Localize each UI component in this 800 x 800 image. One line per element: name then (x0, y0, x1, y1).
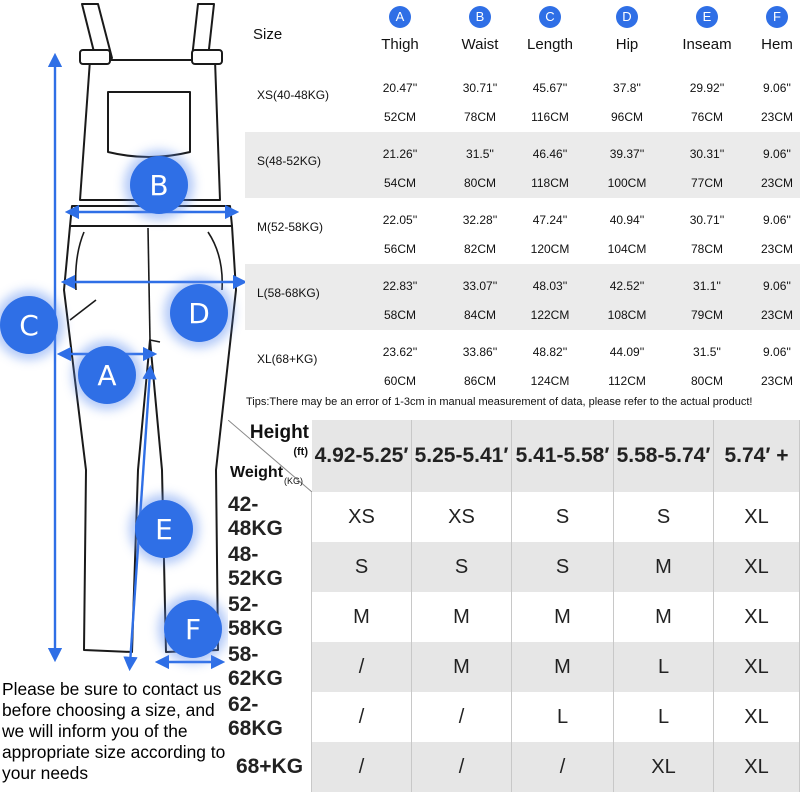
column-header-hip (587, 0, 667, 66)
value-cm: 23CM (760, 242, 793, 256)
size-recommendation-cell: L (614, 642, 714, 692)
size-recommendation-cell: M (512, 592, 614, 642)
column-badge-icon: C (539, 6, 561, 28)
height-range-header: 5.25-5.41′ (412, 420, 512, 492)
value-cm: 54CM (383, 176, 416, 190)
size-recommendation-cell: S (614, 492, 714, 542)
value-inches: 9.06'' (763, 345, 791, 359)
size-recommendation-grid (228, 420, 800, 778)
value-inches: 31.5'' (693, 345, 721, 359)
size-recommendation-cell: / (412, 742, 512, 792)
size-name: XS(40-48KG) (257, 88, 330, 102)
size-recommendation-cell: L (512, 692, 614, 742)
table-row (245, 330, 800, 396)
column-label: Waist (461, 36, 499, 53)
size-table-header (245, 0, 800, 66)
column-badge-icon: E (696, 6, 718, 28)
size-recommendation-cell: M (312, 592, 412, 642)
overalls-illustration (0, 0, 245, 680)
value-inches: 46.46'' (532, 147, 568, 161)
weight-range-header: 68+KG (228, 742, 312, 792)
size-recommendation-cell: S (312, 542, 412, 592)
height-range-header: 4.92-5.25′ (312, 420, 412, 492)
column-badge-icon: B (469, 6, 491, 28)
value-inches: 9.06'' (763, 147, 791, 161)
value-inches: 9.06'' (763, 213, 791, 227)
value-inches: 47.24'' (532, 213, 568, 227)
value-cm: 76CM (690, 110, 723, 124)
column-header-thigh (360, 0, 440, 66)
height-range-header: 5.41-5.58′ (512, 420, 614, 492)
value-cm: 120CM (530, 242, 570, 256)
column-header-hem (737, 0, 800, 66)
corner-weight-unit: (KG) (284, 476, 303, 486)
measurement-tip: Tips:There may be an error of 1-3cm in manual measurement of data, please refer to the actual product! (246, 396, 753, 408)
contact-note: Please be sure to contact us before choosing a size, and we will inform you of the appropriate size according to your needs (2, 679, 226, 783)
size-recommendation-cell: XL (614, 742, 714, 792)
value-cm: 52CM (383, 110, 416, 124)
column-badge-icon: A (389, 6, 411, 28)
measure-f-icon: F (164, 600, 222, 658)
size-recommendation-cell: M (512, 642, 614, 692)
value-cm: 80CM (463, 176, 496, 190)
column-label: Hip (615, 36, 639, 53)
column-label: Thigh (381, 36, 419, 53)
value-inches: 44.09'' (609, 345, 645, 359)
value-inches: 23.62'' (382, 345, 418, 359)
size-name: XL(68+KG) (257, 352, 318, 366)
measure-e-icon: E (135, 500, 193, 558)
value-cm: 23CM (760, 308, 793, 322)
value-inches: 40.94'' (609, 213, 645, 227)
weight-range-header: 58-62KG (228, 642, 312, 692)
size-name: M(52-58KG) (257, 220, 324, 234)
value-cm: 84CM (463, 308, 496, 322)
value-cm: 118CM (531, 176, 569, 190)
value-cm: 82CM (463, 242, 496, 256)
size-recommendation-cell: / (512, 742, 614, 792)
size-recommendation-cell: XL (714, 592, 800, 642)
value-inches: 33.07'' (462, 279, 498, 293)
size-recommendation-cell: M (412, 642, 512, 692)
corner-weight-label: Weight (230, 464, 284, 481)
value-inches: 31.1'' (693, 279, 721, 293)
value-cm: 78CM (463, 110, 496, 124)
size-recommendation-cell: / (312, 742, 412, 792)
value-cm: 56CM (383, 242, 416, 256)
value-cm: 77CM (690, 176, 723, 190)
value-inches: 31.5'' (466, 147, 494, 161)
column-label: Inseam (682, 36, 732, 53)
weight-range-header: 52-58KG (228, 592, 312, 642)
value-inches: 22.83'' (382, 279, 418, 293)
column-label: Length (527, 36, 573, 53)
weight-range-header: 42-48KG (228, 492, 312, 542)
size-recommendation-cell: XL (714, 642, 800, 692)
column-label: Hem (761, 36, 793, 53)
value-inches: 30.31'' (689, 147, 725, 161)
value-inches: 20.47'' (382, 81, 418, 95)
size-recommendation-cell: / (412, 692, 512, 742)
size-recommendation-cell: XL (714, 492, 800, 542)
value-inches: 42.52'' (609, 279, 645, 293)
value-cm: 60CM (383, 374, 416, 388)
size-recommendation-cell: XL (714, 542, 800, 592)
value-cm: 122CM (530, 308, 570, 322)
measure-b-icon: B (130, 156, 188, 214)
column-badge-icon: F (766, 6, 788, 28)
value-cm: 124CM (530, 374, 570, 388)
table-row (245, 264, 800, 330)
size-recommendation-cell: S (512, 542, 614, 592)
size-recommendation-cell: XS (412, 492, 512, 542)
value-cm: 116CM (531, 110, 569, 124)
value-inches: 9.06'' (763, 81, 791, 95)
size-recommendation-cell: L (614, 692, 714, 742)
value-inches: 33.86'' (462, 345, 498, 359)
size-recommendation-cell: M (412, 592, 512, 642)
table-row (245, 198, 800, 264)
value-inches: 29.92'' (689, 81, 725, 95)
value-cm: 23CM (760, 110, 793, 124)
size-recommendation-cell: XS (312, 492, 412, 542)
value-inches: 21.26'' (382, 147, 418, 161)
size-recommendation-cell: XL (714, 742, 800, 792)
column-header-length (510, 0, 590, 66)
size-column-header: Size (253, 26, 283, 43)
value-cm: 78CM (690, 242, 723, 256)
weight-range-header: 48-52KG (228, 542, 312, 592)
corner-height-label: Height (249, 422, 309, 443)
size-recommendation-cell: / (312, 642, 412, 692)
value-inches: 22.05'' (382, 213, 418, 227)
table-row (245, 66, 800, 132)
measure-d-icon: D (170, 284, 228, 342)
table-row (245, 132, 800, 198)
measure-a-icon: A (78, 346, 136, 404)
value-cm: 86CM (463, 374, 496, 388)
size-recommendation-cell: M (614, 592, 714, 642)
size-name: S(48-52KG) (257, 154, 322, 168)
weight-range-header: 62-68KG (228, 692, 312, 742)
grid-corner-header (228, 420, 313, 492)
value-cm: 58CM (383, 308, 416, 322)
height-range-header: 5.74′ + (714, 420, 800, 492)
column-header-inseam (667, 0, 747, 66)
value-inches: 37.8'' (613, 81, 641, 95)
size-recommendation-cell: S (412, 542, 512, 592)
value-inches: 9.06'' (763, 279, 791, 293)
value-cm: 23CM (760, 374, 793, 388)
value-cm: 80CM (690, 374, 723, 388)
value-inches: 30.71'' (689, 213, 725, 227)
value-cm: 96CM (610, 110, 643, 124)
size-name: L(58-68KG) (257, 286, 320, 300)
value-inches: 32.28'' (462, 213, 498, 227)
value-cm: 79CM (690, 308, 723, 322)
value-inches: 45.67'' (532, 81, 568, 95)
column-header-waist (440, 0, 520, 66)
size-measurement-table (245, 0, 800, 396)
value-inches: 48.03'' (532, 279, 568, 293)
value-cm: 100CM (607, 176, 647, 190)
column-badge-icon: D (616, 6, 638, 28)
measure-c-icon: C (0, 296, 58, 354)
value-inches: 39.37'' (609, 147, 645, 161)
size-recommendation-cell: XL (714, 692, 800, 742)
value-cm: 104CM (607, 242, 647, 256)
corner-height-unit: (ft) (293, 446, 308, 458)
value-cm: 108CM (607, 308, 647, 322)
size-recommendation-cell: / (312, 692, 412, 742)
value-inches: 30.71'' (462, 81, 498, 95)
value-cm: 112CM (608, 374, 646, 388)
value-inches: 48.82'' (532, 345, 568, 359)
value-cm: 23CM (760, 176, 793, 190)
size-recommendation-cell: S (512, 492, 614, 542)
size-recommendation-cell: M (614, 542, 714, 592)
height-range-header: 5.58-5.74′ (614, 420, 714, 492)
